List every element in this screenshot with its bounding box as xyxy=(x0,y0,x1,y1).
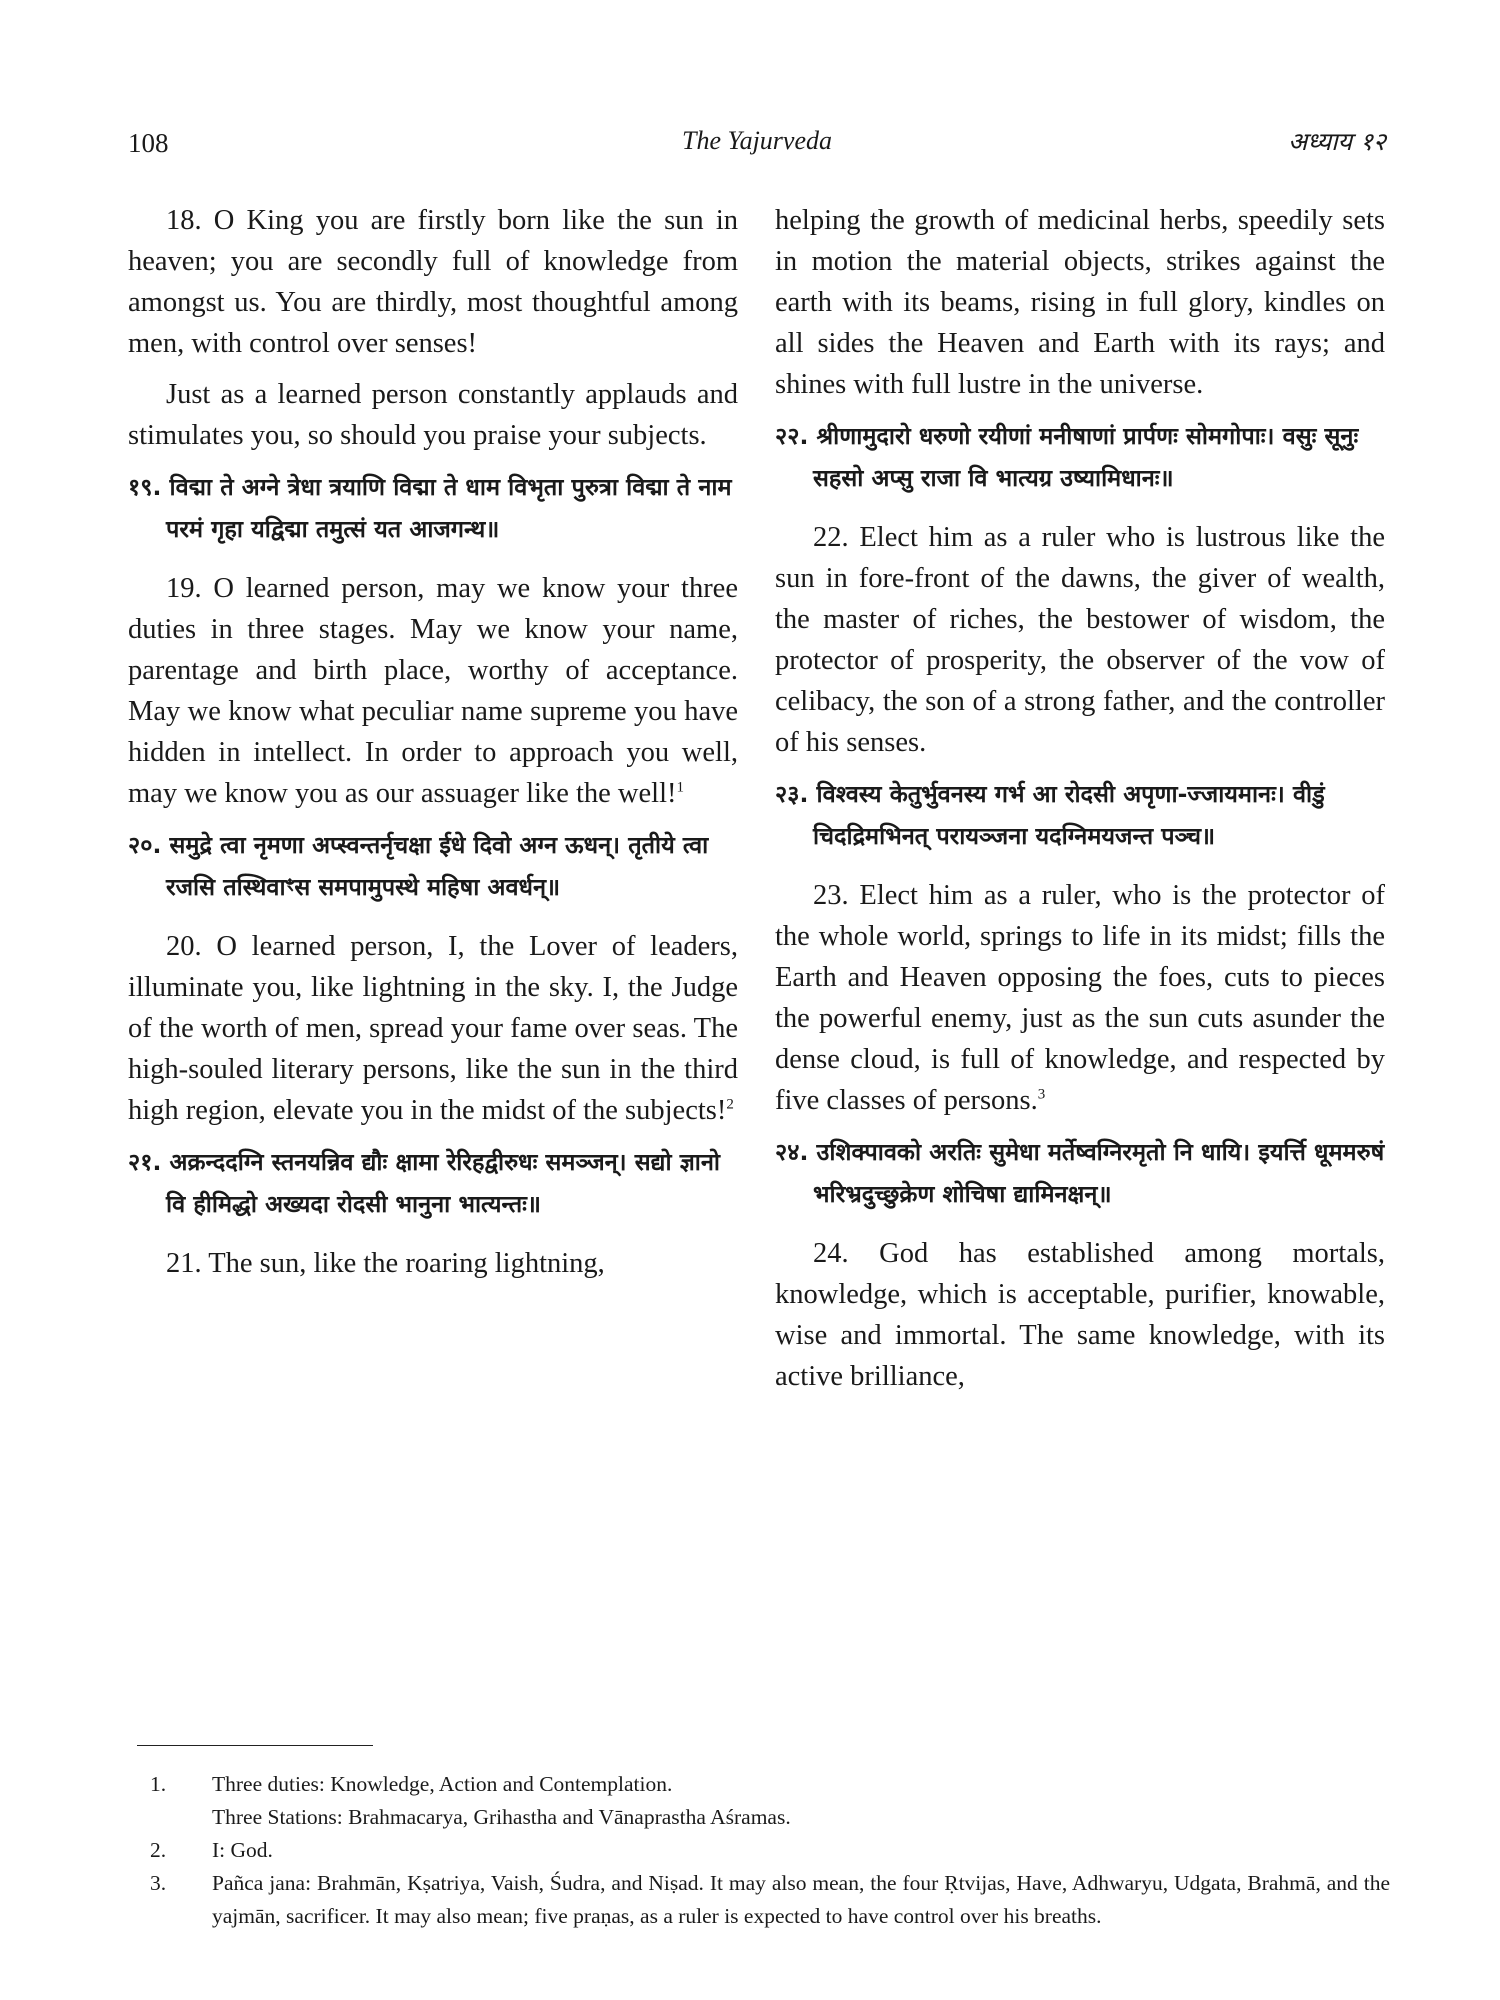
page-number: 108 xyxy=(128,128,169,158)
footnote-line: I: God. xyxy=(212,1838,273,1862)
verse-24: २४. उशिक्पावको अरतिः सुमेधा मर्तेष्वग्निरमृतो नि धायि। इयर्त्ति धूममरुषं भरिभ्रदुच्छुक्रेण शोचिषा द्यामिनक्षन्॥ xyxy=(775,1138,1385,1208)
footnote-line: Three Stations: Brahmacarya, Grihastha and Vānaprastha Aśramas. xyxy=(212,1805,791,1829)
footnote-ref-1: 1 xyxy=(676,779,684,796)
paragraph-23-text: 23. Elect him as a ruler, who is the protector of the whole world, springs to life in its midst; fills the Earth and Heaven opposing the foes, cuts to pieces the powerful enemy, just as the sun cuts asunder the dense cloud, is full of knowledge, and respected by five classes of persons. xyxy=(775,880,1385,1116)
verse-20: २०. समुद्रे त्वा नृमणा अप्स्वन्तर्नृचक्षा ईधे दिवो अग्न ऊधन्। तृतीये त्वा रजसि तस्थिवाꣳस समपामुपस्थे महिषा अवर्धन्॥ xyxy=(128,831,709,901)
right-column xyxy=(775,200,1385,1407)
paragraph-21-continued: helping the growth of medicinal herbs, speedily sets in motion the material objects, strikes against the earth with its beams, rising in full glory, kindles on all sides the Heaven and Earth with its rays; and shines with full lustre in the universe. xyxy=(775,205,1385,400)
running-title: The Yajurveda xyxy=(682,126,832,155)
paragraph-18b: Just as a learned person constantly applauds and stimulates you, so should you praise your subjects. xyxy=(128,379,738,451)
footnote-line: Three duties: Knowledge, Action and Contemplation. xyxy=(212,1772,673,1796)
footnote-3 xyxy=(150,1867,1390,1933)
verse-19: १९. विद्मा ते अग्ने त्रेधा त्रयाणि विद्मा ते धाम विभृता पुरुत्रा विद्मा ते नाम परमं गृहा यद्विद्मा तमुत्सं यत आजगन्थ॥ xyxy=(128,473,732,543)
footnote-1 xyxy=(150,1768,1390,1834)
footnote-divider xyxy=(137,1745,373,1746)
footnote-2 xyxy=(150,1834,1390,1867)
paragraph-23 xyxy=(775,875,1385,1121)
paragraph-20-text: 20. O learned person, I, the Lover of leaders, illuminate you, like lightning in the sky. I, the Judge of the worth of men, spread your fame over seas. The high-souled literary persons, like the sun in the third high region, elevate you in the midst of the subjects! xyxy=(128,931,738,1126)
paragraph-20 xyxy=(128,926,738,1131)
verse-21: २१. अक्रन्ददग्नि स्तनयन्निव द्यौः क्षामा रेरिहद्वीरुधः समञ्जन्। सद्यो ज्ञानो वि हीमिद्धो अख्यदा रोदसी भानुना भात्यन्तः॥ xyxy=(128,1148,721,1218)
chapter-label: अध्याय १२ xyxy=(1288,127,1386,156)
footnote-number: 3. xyxy=(150,1871,167,1895)
paragraph-21: 21. The sun, like the roaring lightning, xyxy=(166,1248,605,1279)
paragraph-18a: 18. O King you are firstly born like the sun in heaven; you are secondly full of knowledge from amongst us. You are thirdly, most thoughtful among men, with control over senses! xyxy=(128,205,738,359)
paragraph-22: 22. Elect him as a ruler who is lustrous like the sun in fore-front of the dawns, the giver of wealth, the master of riches, the bestower of wisdom, the protector of prosperity, the observer of the vow of celibacy, the son of a strong father, and the controller of his senses. xyxy=(775,522,1385,758)
verse-23: २३. विश्वस्य केतुर्भुवनस्य गर्भ आ रोदसी अपृणा-ज्जायमानः। वीडुं चिदद्रिमभिनत् परायञ्जना यदग्निमयजन्त पञ्च॥ xyxy=(775,780,1325,850)
footnote-number: 2. xyxy=(150,1838,167,1862)
verse-22: २२. श्रीणामुदारो धरुणो रयीणां मनीषाणां प्रार्पणः सोमगोपाः। वसुः सूनुः सहसो अप्सु राजा वि भात्यग्र उष्यामिधानः॥ xyxy=(775,422,1359,492)
paragraph-24: 24. God has established among mortals, knowledge, which is acceptable, purifier, knowable, wise and immortal. The same knowledge, with its active brilliance, xyxy=(775,1238,1385,1392)
paragraph-19-text: 19. O learned person, may we know your three duties in three stages. May we know your name, parentage and birth place, worthy of acceptance. May we know what peculiar name supreme you have hidden in intellect. In order to approach you well, may we know you as our assuager like the well! xyxy=(128,573,738,809)
page-header xyxy=(128,128,1386,168)
footnote-number: 1. xyxy=(150,1772,167,1796)
left-column xyxy=(128,200,738,1294)
footnotes xyxy=(150,1768,1390,1933)
footnote-ref-2: 2 xyxy=(726,1096,734,1113)
paragraph-19 xyxy=(128,568,738,814)
footnote-line: Pañca jana: Brahmān, Kṣatriya, Vaish, Śudra, and Niṣad. It may also mean, the four Ṛtvijas, Have, Adhwaryu, Udgata, Brahmā, and the yajmān, sacrificer. It may also mean; five praṇas, as a ruler is expected to have control over his breaths. xyxy=(212,1871,1390,1928)
footnote-ref-3: 3 xyxy=(1037,1086,1046,1103)
